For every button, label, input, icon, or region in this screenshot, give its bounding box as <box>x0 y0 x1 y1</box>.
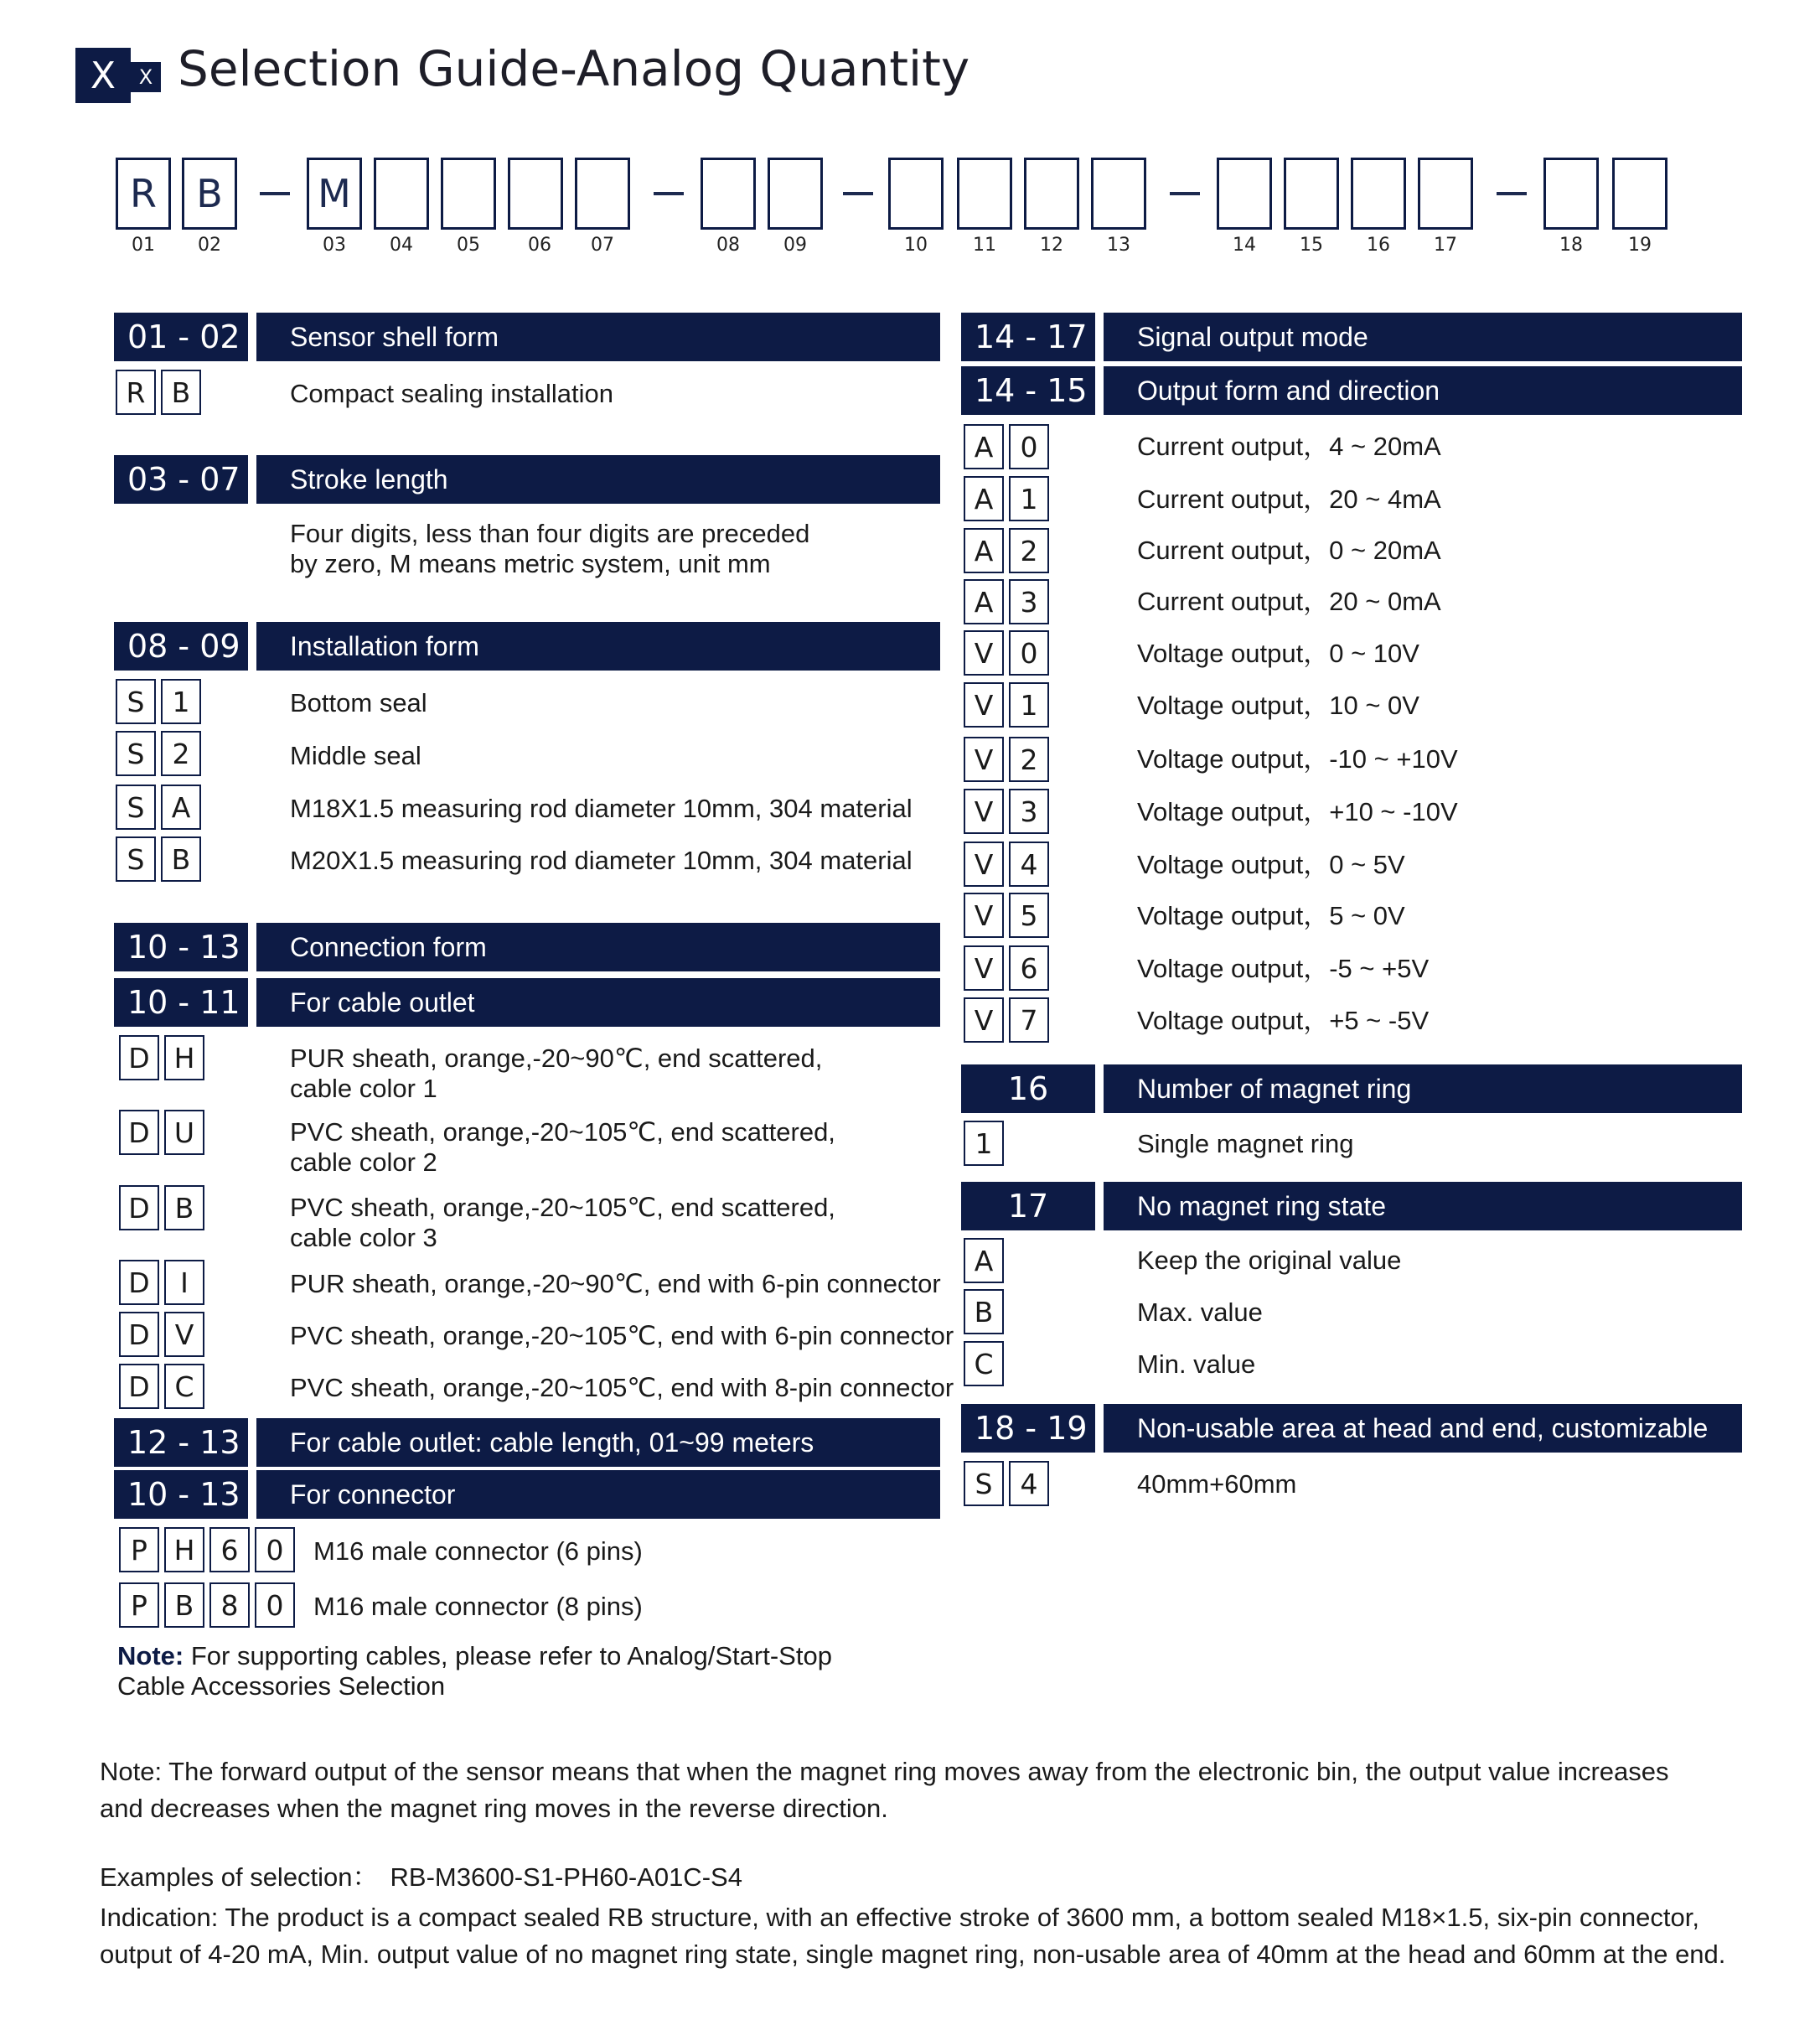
option-char-box: 1 <box>161 679 201 724</box>
title-badge: X <box>75 48 131 103</box>
section-code: 10 - 11 <box>114 978 248 1027</box>
option-char-box: 6 <box>209 1527 250 1572</box>
option-char-box: H <box>164 1035 204 1080</box>
option-char-box: A <box>964 476 1004 521</box>
code-dash <box>1170 192 1200 195</box>
option-description: Min. value <box>1137 1349 1256 1379</box>
code-box-09 <box>768 158 823 230</box>
option-char-box: A <box>161 785 201 830</box>
code-dash <box>843 192 873 195</box>
footer-note-line1: Note: The forward output of the sensor means that when the magnet ring moves away from the electronic bin, the output value increases <box>100 1757 1669 1786</box>
option-description: Middle seal <box>290 741 421 770</box>
option-description: M16 male connector (8 pins) <box>313 1592 643 1621</box>
option-char-box: 0 <box>255 1582 295 1628</box>
code-position-label: 10 <box>904 235 928 256</box>
section-code: 14 - 17 <box>961 313 1095 361</box>
option-char-box: 5 <box>1009 893 1049 938</box>
option-char-box: D <box>119 1260 159 1305</box>
code-box-17 <box>1418 158 1473 230</box>
option-char-box: 1 <box>964 1121 1004 1166</box>
option-char-box: C <box>164 1364 204 1409</box>
code-box-08 <box>701 158 756 230</box>
section-title: Sensor shell form <box>256 313 940 361</box>
option-char-box: V <box>964 789 1004 834</box>
option-description: cable color 2 <box>290 1147 437 1177</box>
section-code: 10 - 13 <box>114 1470 248 1519</box>
section-title: Connection form <box>256 923 940 971</box>
code-box-02: B <box>182 158 237 230</box>
option-char-box: V <box>164 1312 204 1357</box>
option-description: Compact sealing installation <box>290 379 613 408</box>
option-char-box: 3 <box>1009 789 1049 834</box>
code-box-06 <box>508 158 563 230</box>
code-box-14 <box>1217 158 1272 230</box>
option-char-box: V <box>964 630 1004 676</box>
example-value: RB-M3600-S1-PH60-A01C-S4 <box>390 1862 742 1892</box>
option-description: cable color 3 <box>290 1223 437 1252</box>
option-description: Voltage output，0 ~ 10V <box>1137 639 1419 668</box>
option-char-box: V <box>964 945 1004 991</box>
option-char-box: H <box>164 1527 204 1572</box>
selection-example <box>100 1859 742 1896</box>
section-code: 18 - 19 <box>961 1404 1095 1453</box>
code-position-label: 19 <box>1628 235 1652 256</box>
section-code: 08 - 09 <box>114 622 248 671</box>
option-char-box: U <box>164 1110 204 1155</box>
option-char-box: D <box>119 1185 159 1230</box>
code-box-19 <box>1612 158 1667 230</box>
option-char-box: 4 <box>1009 842 1049 887</box>
option-char-box: V <box>964 893 1004 938</box>
option-char-box: V <box>964 737 1004 782</box>
code-position-label: 02 <box>198 235 221 256</box>
title-badge-small: X <box>131 62 161 92</box>
code-box-10 <box>888 158 944 230</box>
option-char-box: S <box>116 731 156 776</box>
option-char-box: P <box>119 1527 159 1572</box>
code-box-05 <box>441 158 496 230</box>
option-char-box: 2 <box>1009 737 1049 782</box>
footer-note-line2: and decreases when the magnet ring moves in the reverse direction. <box>100 1794 888 1823</box>
section-code: 14 - 15 <box>961 366 1095 415</box>
option-char-box: 3 <box>1009 579 1049 624</box>
page-title: Selection Guide-Analog Quantity <box>178 40 970 97</box>
code-position-label: 18 <box>1559 235 1583 256</box>
option-char-box: 0 <box>1009 424 1049 469</box>
code-box-13 <box>1091 158 1146 230</box>
option-char-box: B <box>161 370 201 415</box>
option-char-box: B <box>164 1582 204 1628</box>
cable-note-line1 <box>117 1641 832 1671</box>
option-char-box: I <box>164 1260 204 1305</box>
section-code: 17 <box>961 1182 1095 1230</box>
code-box-12 <box>1024 158 1079 230</box>
option-char-box: B <box>964 1289 1004 1334</box>
option-description: Voltage output，+5 ~ -5V <box>1137 1006 1430 1035</box>
option-char-box: V <box>964 997 1004 1043</box>
option-description: M18X1.5 measuring rod diameter 10mm, 304 material <box>290 794 913 823</box>
code-position-label: 05 <box>457 235 480 256</box>
section-title: No magnet ring state <box>1104 1182 1742 1230</box>
option-description: Single magnet ring <box>1137 1129 1354 1158</box>
option-char-box: P <box>119 1582 159 1628</box>
option-description: PVC sheath, orange,-20~105℃, end with 8-pin connector <box>290 1373 954 1402</box>
option-description: Current output，20 ~ 4mA <box>1137 484 1441 514</box>
option-char-box: S <box>116 785 156 830</box>
code-position-label: 14 <box>1233 235 1256 256</box>
option-char-box: 8 <box>209 1582 250 1628</box>
section-title: Non-usable area at head and end, customizable <box>1104 1404 1742 1453</box>
code-position-label: 07 <box>591 235 614 256</box>
option-description: Voltage output，+10 ~ -10V <box>1137 797 1458 826</box>
code-box-03: M <box>307 158 362 230</box>
option-char-box: B <box>161 836 201 882</box>
code-position-label: 11 <box>973 235 996 256</box>
option-char-box: S <box>116 679 156 724</box>
option-char-box: 6 <box>1009 945 1049 991</box>
code-box-07 <box>575 158 630 230</box>
code-dash <box>260 192 290 195</box>
stroke-description-line2: by zero, M means metric system, unit mm <box>290 549 771 578</box>
option-description: Voltage output，10 ~ 0V <box>1137 691 1419 720</box>
option-char-box: D <box>119 1110 159 1155</box>
option-char-box: A <box>964 579 1004 624</box>
option-char-box: 4 <box>1009 1461 1049 1506</box>
note-label: Note: <box>117 1641 184 1670</box>
option-char-box: 1 <box>1009 682 1049 728</box>
code-box-18 <box>1543 158 1599 230</box>
code-position-label: 09 <box>783 235 807 256</box>
example-label: Examples of selection： <box>100 1862 379 1892</box>
option-description: Current output，20 ~ 0mA <box>1137 587 1441 616</box>
option-char-box: D <box>119 1364 159 1409</box>
code-box-16 <box>1351 158 1406 230</box>
note-text: For supporting cables, please refer to Analog/Start-Stop <box>184 1641 832 1670</box>
section-title: Installation form <box>256 622 940 671</box>
section-title: Signal output mode <box>1104 313 1742 361</box>
code-box-01: R <box>116 158 171 230</box>
section-title: For connector <box>256 1470 940 1519</box>
option-description: Voltage output，0 ~ 5V <box>1137 850 1405 879</box>
indication-line2: output of 4-20 mA, Min. output value of no magnet ring state, single magnet ring, non-usable area of 40mm at the head and 60mm at the end. <box>100 1940 1726 1969</box>
option-char-box: 0 <box>255 1527 295 1572</box>
option-char-box: S <box>116 836 156 882</box>
section-code: 16 <box>961 1064 1095 1113</box>
option-description: M16 male connector (6 pins) <box>313 1536 643 1566</box>
option-char-box: 0 <box>1009 630 1049 676</box>
option-description: PUR sheath, orange,-20~90℃, end scattered, <box>290 1044 823 1073</box>
section-title: Stroke length <box>256 455 940 504</box>
option-description: Current output，4 ~ 20mA <box>1137 432 1441 461</box>
option-description: cable color 1 <box>290 1074 437 1103</box>
section-title: For cable outlet: cable length, 01~99 meters <box>256 1418 940 1467</box>
option-char-box: V <box>964 842 1004 887</box>
code-position-label: 13 <box>1107 235 1130 256</box>
section-title: For cable outlet <box>256 978 940 1027</box>
option-char-box: A <box>964 528 1004 573</box>
option-char-box: B <box>164 1185 204 1230</box>
stroke-description-line1: Four digits, less than four digits are preceded <box>290 519 810 548</box>
code-position-label: 03 <box>323 235 346 256</box>
section-code: 01 - 02 <box>114 313 248 361</box>
code-dash <box>1497 192 1527 195</box>
option-description: 40mm+60mm <box>1137 1469 1297 1499</box>
option-description: Voltage output，-5 ~ +5V <box>1137 954 1430 983</box>
option-description: Voltage output，5 ~ 0V <box>1137 901 1405 930</box>
code-box-11 <box>957 158 1012 230</box>
option-description: PVC sheath, orange,-20~105℃, end with 6-pin connector <box>290 1321 954 1350</box>
option-description: Current output，0 ~ 20mA <box>1137 536 1441 565</box>
code-position-label: 06 <box>528 235 551 256</box>
code-box-15 <box>1284 158 1339 230</box>
option-char-box: 7 <box>1009 997 1049 1043</box>
option-description: PVC sheath, orange,-20~105℃, end scattered, <box>290 1117 835 1147</box>
option-char-box: A <box>964 424 1004 469</box>
code-position-label: 08 <box>716 235 740 256</box>
option-char-box: C <box>964 1341 1004 1386</box>
code-position-label: 04 <box>390 235 413 256</box>
section-code: 10 - 13 <box>114 923 248 971</box>
option-char-box: 1 <box>1009 476 1049 521</box>
option-description: Voltage output，-10 ~ +10V <box>1137 744 1458 774</box>
option-char-box: 2 <box>161 731 201 776</box>
indication-line1: Indication: The product is a compact sealed RB structure, with an effective stroke of 3600 mm, a bottom sealed M18×1.5, six-pin connector, <box>100 1903 1699 1932</box>
code-box-04 <box>374 158 429 230</box>
cable-note-line2: Cable Accessories Selection <box>117 1671 446 1701</box>
option-char-box: D <box>119 1312 159 1357</box>
option-description: PUR sheath, orange,-20~90℃, end with 6-pin connector <box>290 1269 941 1298</box>
option-char-box: D <box>119 1035 159 1080</box>
option-char-box: R <box>116 370 156 415</box>
code-position-label: 01 <box>132 235 155 256</box>
section-code: 12 - 13 <box>114 1418 248 1467</box>
option-char-box: S <box>964 1461 1004 1506</box>
section-title: Output form and direction <box>1104 366 1742 415</box>
option-char-box: 2 <box>1009 528 1049 573</box>
section-code: 03 - 07 <box>114 455 248 504</box>
code-position-label: 16 <box>1367 235 1390 256</box>
option-description: Keep the original value <box>1137 1246 1402 1275</box>
option-description: M20X1.5 measuring rod diameter 10mm, 304 material <box>290 846 913 875</box>
option-description: Max. value <box>1137 1297 1263 1327</box>
code-position-label: 15 <box>1300 235 1323 256</box>
code-position-label: 12 <box>1040 235 1063 256</box>
option-description: Bottom seal <box>290 688 427 717</box>
section-title: Number of magnet ring <box>1104 1064 1742 1113</box>
option-char-box: V <box>964 682 1004 728</box>
code-dash <box>654 192 684 195</box>
option-description: PVC sheath, orange,-20~105℃, end scattered, <box>290 1193 835 1222</box>
code-position-label: 17 <box>1434 235 1457 256</box>
option-char-box: A <box>964 1238 1004 1283</box>
